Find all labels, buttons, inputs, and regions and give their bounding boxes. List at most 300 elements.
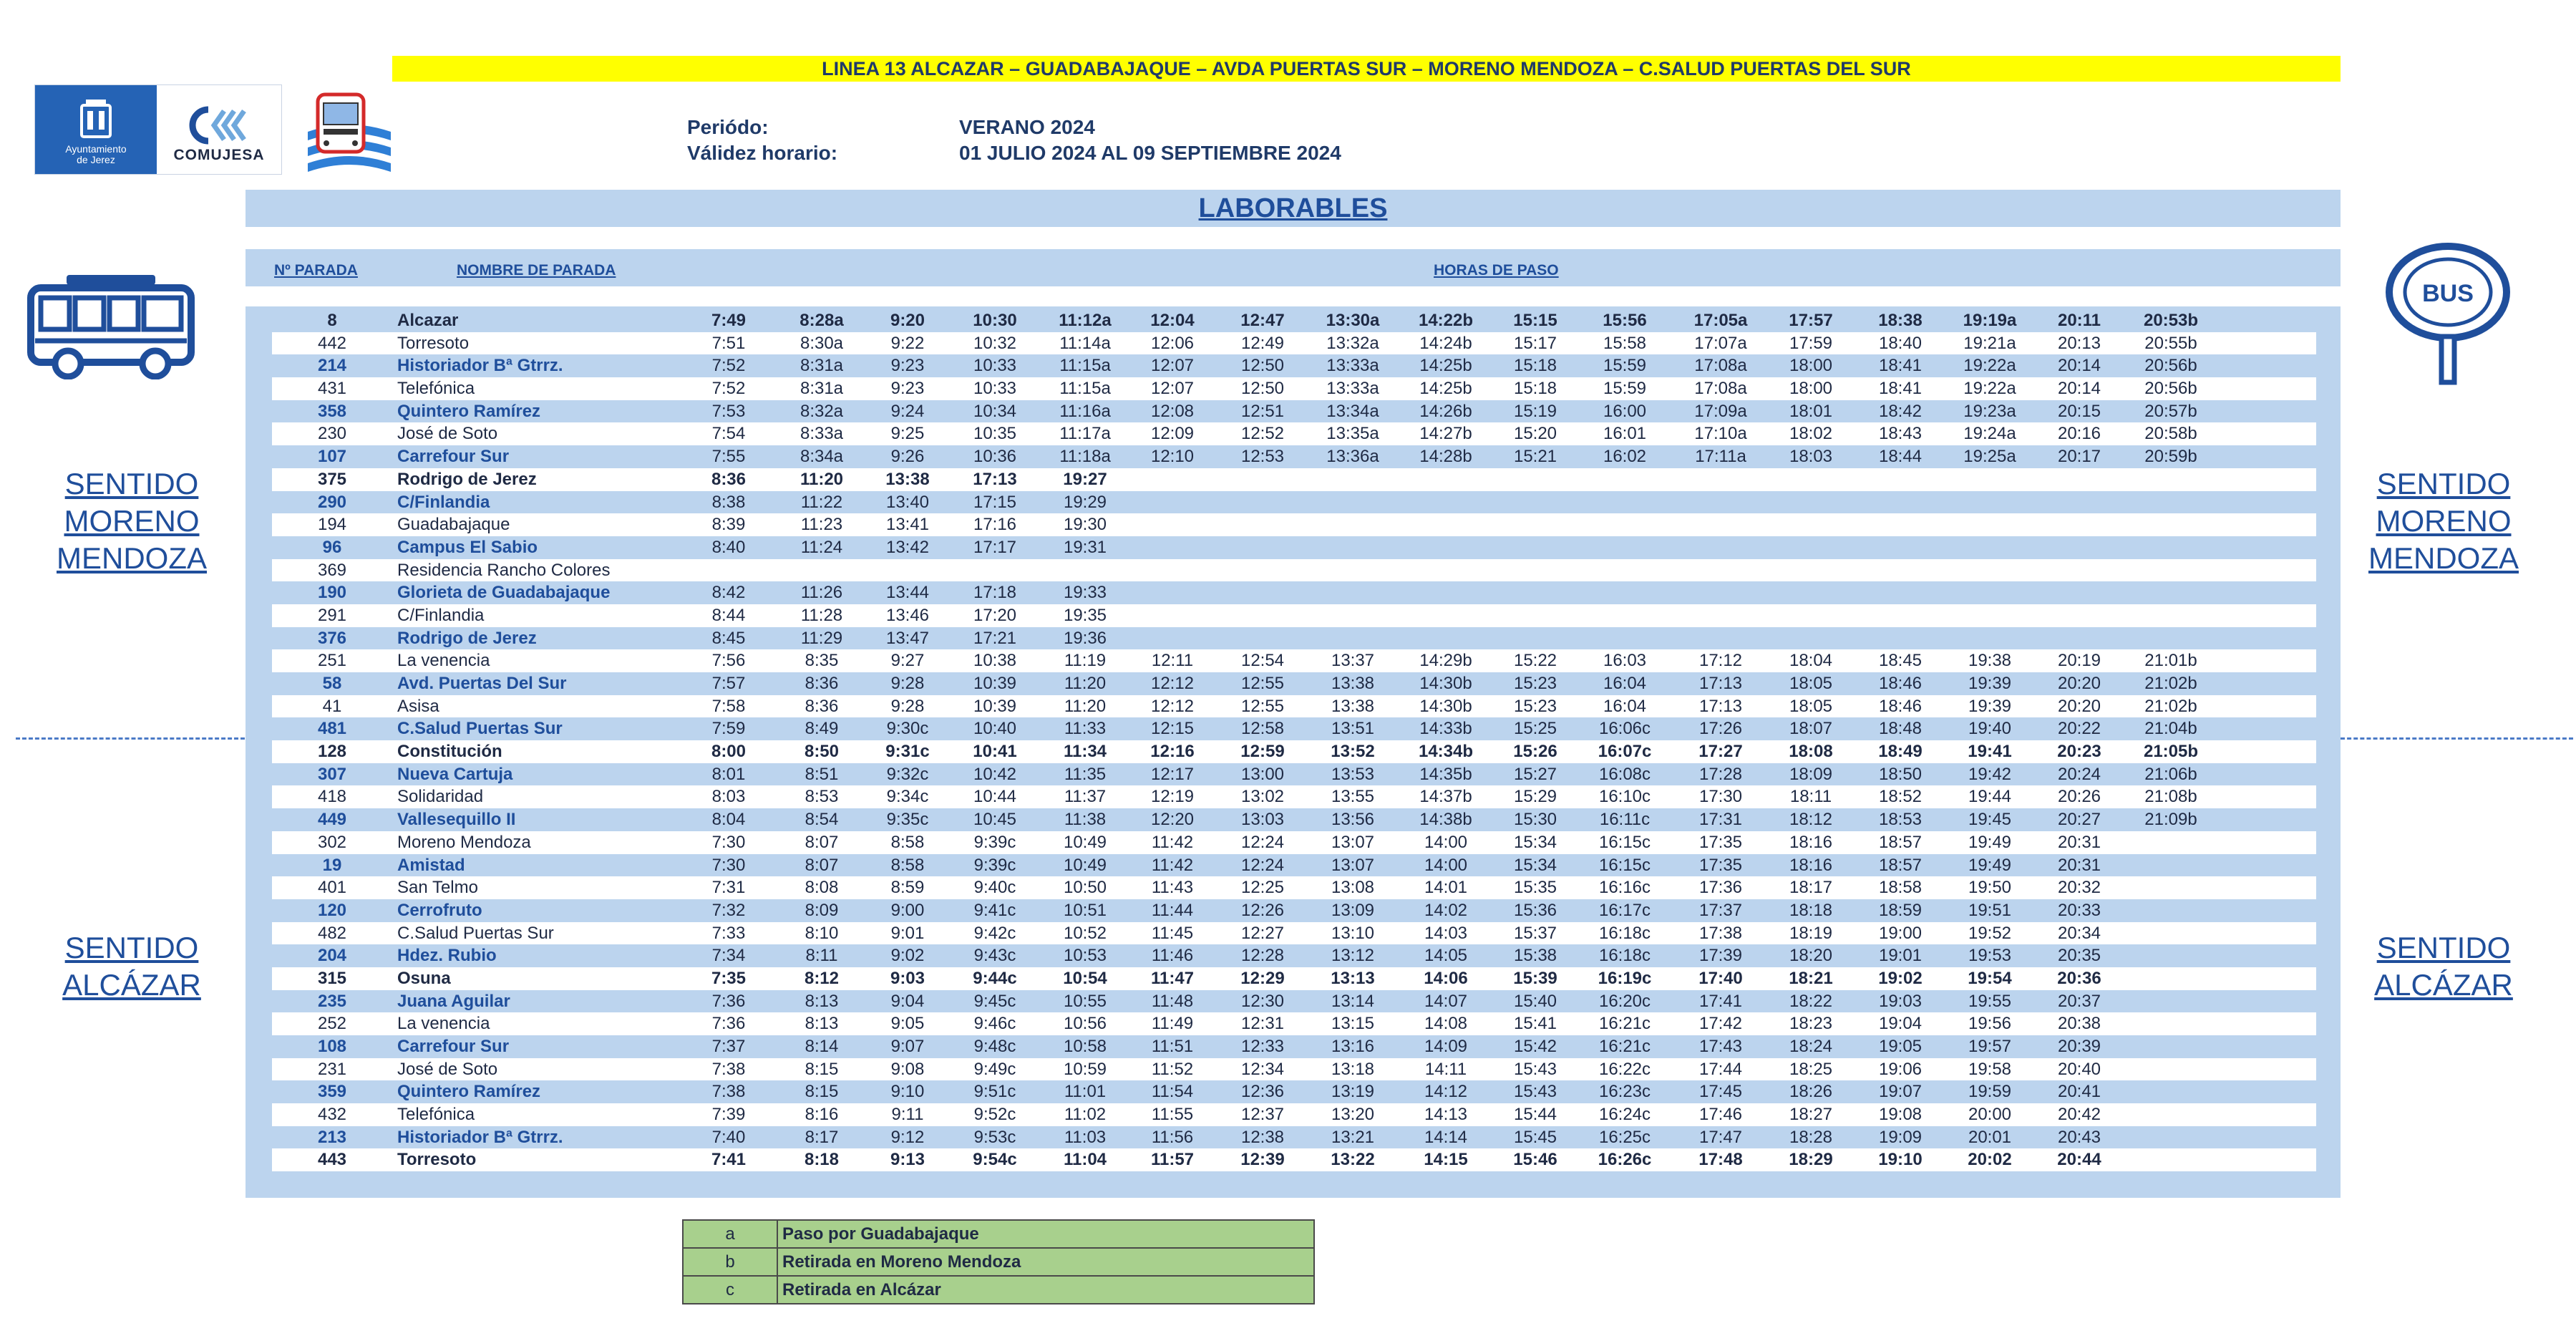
- table-row: [272, 990, 2316, 1013]
- departure-time: 9:01: [890, 923, 925, 943]
- departure-time: 8:51: [805, 764, 839, 784]
- departure-time: 15:21: [1513, 447, 1557, 467]
- departure-time: 17:26: [1698, 719, 1743, 739]
- departure-time: 20:17: [2057, 447, 2101, 467]
- departure-time: 16:15c: [1598, 855, 1651, 875]
- departure-time: 11:45: [1151, 923, 1194, 943]
- departure-time: 14:12: [1424, 1082, 1468, 1102]
- departure-time: 19:00: [1878, 923, 1923, 943]
- departure-time: 18:52: [1878, 787, 1923, 807]
- departure-time: 8:13: [805, 1014, 839, 1034]
- departure-time: 15:35: [1513, 878, 1557, 898]
- departure-time: 18:17: [1789, 878, 1833, 898]
- departure-time: 11:03: [1064, 1127, 1107, 1147]
- table-row: [272, 854, 2316, 877]
- departure-time: 17:39: [1698, 946, 1743, 966]
- departure-time: 14:15: [1424, 1150, 1468, 1170]
- departure-time: 7:38: [711, 1059, 746, 1079]
- route-title-bar: [392, 56, 2341, 82]
- stop-number: 235: [317, 991, 347, 1011]
- departure-time: 21:08b: [2144, 787, 2197, 807]
- departure-time: 17:47: [1698, 1127, 1743, 1147]
- stop-number: 107: [317, 447, 347, 467]
- departure-time: 18:29: [1789, 1150, 1833, 1170]
- departure-time: 17:08a: [1694, 379, 1747, 399]
- departure-time: 8:15: [805, 1059, 839, 1079]
- departure-time: 18:01: [1789, 401, 1833, 421]
- departure-time: 13:19: [1331, 1082, 1375, 1102]
- departure-time: 8:08: [805, 878, 839, 898]
- table-row: [272, 740, 2316, 763]
- departure-time: 8:31a: [799, 356, 844, 376]
- departure-time: 11:01: [1064, 1082, 1107, 1102]
- departure-time: 16:18c: [1598, 946, 1651, 966]
- departure-time: 13:33a: [1326, 379, 1379, 399]
- departure-time: 17:16: [973, 515, 1017, 535]
- departure-time: 16:19c: [1598, 968, 1652, 988]
- departure-time: 10:49: [1063, 855, 1107, 875]
- departure-time: 15:23: [1513, 696, 1557, 716]
- legend-key: b: [684, 1249, 778, 1275]
- departure-time: 20:37: [2057, 991, 2101, 1011]
- departure-time: 19:51: [1968, 900, 2012, 920]
- departure-time: 13:00: [1240, 764, 1285, 784]
- table-row: [272, 581, 2316, 604]
- departure-time: 12:47: [1240, 311, 1285, 330]
- departure-time: 11:56: [1151, 1127, 1194, 1147]
- departure-time: 20:44: [2057, 1150, 2101, 1170]
- departure-time: 19:38: [1968, 651, 2012, 671]
- departure-time: 11:34: [1063, 742, 1107, 762]
- departure-time: 20:14: [2057, 356, 2101, 376]
- table-row: [272, 377, 2316, 400]
- departure-time: 12:59: [1240, 742, 1285, 762]
- departure-time: 10:41: [973, 742, 1017, 762]
- departure-time: 9:51c: [973, 1082, 1016, 1102]
- departure-time: 8:10: [805, 923, 839, 943]
- departure-time: 14:22b: [1418, 311, 1474, 330]
- departure-time: 17:21: [973, 628, 1017, 648]
- departure-time: 18:07: [1789, 719, 1833, 739]
- stop-name: Residencia Rancho Colores: [397, 560, 611, 580]
- departure-time: 8:35: [805, 651, 839, 671]
- departure-time: 7:41: [711, 1150, 747, 1170]
- departure-time: 10:51: [1063, 900, 1107, 920]
- departure-time: 18:11: [1789, 787, 1832, 807]
- departure-time: 20:16: [2057, 424, 2101, 444]
- departure-time: 14:06: [1424, 968, 1468, 988]
- route-title: LINEA 13 ALCAZAR – GUADABAJAQUE – AVDA PUERTAS SUR – MORENO MENDOZA – C.SALUD PUERTAS DEL SUR: [822, 57, 1911, 79]
- departure-time: 12:12: [1150, 696, 1195, 716]
- departure-time: 13:55: [1331, 787, 1375, 807]
- departure-time: 20:23: [2057, 742, 2101, 762]
- departure-time: 18:20: [1789, 946, 1833, 966]
- departure-time: 20:00: [1968, 1105, 2012, 1125]
- departure-time: 9:46c: [973, 1014, 1016, 1034]
- legend-text: Retirada en Alcázar: [782, 1280, 941, 1299]
- stop-name: Vallesequillo II: [397, 810, 516, 830]
- stop-name: C.Salud Puertas Sur: [397, 923, 554, 943]
- departure-time: 17:20: [973, 605, 1017, 625]
- departure-time: 18:53: [1878, 810, 1923, 830]
- departure-time: 13:51: [1331, 719, 1375, 739]
- departure-time: 19:45: [1968, 810, 2012, 830]
- table-row: [272, 967, 2316, 990]
- table-row: [272, 899, 2316, 922]
- timetable-rows: [272, 309, 2316, 1171]
- departure-time: 18:28: [1789, 1127, 1833, 1147]
- departure-time: 13:14: [1331, 991, 1375, 1011]
- table-row: [272, 536, 2316, 559]
- departure-time: 8:59: [890, 878, 925, 898]
- departure-time: 19:53: [1968, 946, 2012, 966]
- departure-time: 20:15: [2057, 401, 2101, 421]
- departure-time: 18:57: [1878, 832, 1923, 852]
- departure-time: 14:00: [1424, 832, 1468, 852]
- departure-time: 19:49: [1968, 832, 2012, 852]
- departure-time: 14:29b: [1419, 651, 1472, 671]
- legend-text: Retirada en Moreno Mendoza: [782, 1252, 1021, 1272]
- departure-time: 10:33: [973, 356, 1017, 376]
- departure-time: 8:16: [805, 1105, 839, 1125]
- departure-time: 19:01: [1878, 946, 1923, 966]
- departure-time: 20:36: [2057, 968, 2101, 988]
- departure-time: 19:35: [1063, 605, 1107, 625]
- departure-time: 10:40: [973, 719, 1017, 739]
- departure-time: 11:57: [1150, 1150, 1195, 1170]
- departure-time: 12:19: [1150, 787, 1195, 807]
- departure-time: 19:08: [1878, 1105, 1923, 1125]
- stop-number: 375: [317, 469, 347, 489]
- departure-time: 9:31c: [885, 742, 930, 762]
- departure-time: 17:41: [1698, 991, 1743, 1011]
- comujesa-mark-icon: [187, 104, 251, 147]
- departure-time: 10:44: [973, 787, 1017, 807]
- departure-time: 12:12: [1150, 674, 1195, 693]
- departure-time: 18:46: [1878, 696, 1923, 716]
- departure-time: 12:29: [1240, 968, 1285, 988]
- departure-time: 12:25: [1240, 878, 1285, 898]
- table-row: [272, 400, 2316, 423]
- departure-time: 8:42: [711, 583, 746, 603]
- departure-time: 15:44: [1513, 1105, 1557, 1125]
- departure-time: 19:27: [1063, 469, 1107, 489]
- departure-time: 18:59: [1878, 900, 1923, 920]
- departure-time: 11:35: [1064, 764, 1107, 784]
- departure-time: 15:34: [1513, 855, 1557, 875]
- legend-row: [682, 1219, 1315, 1249]
- departure-time: 11:37: [1064, 787, 1107, 807]
- departure-time: 19:59: [1968, 1082, 2012, 1102]
- departure-time: 13:10: [1331, 923, 1375, 943]
- departure-time: 13:42: [885, 537, 930, 557]
- departure-time: 14:38b: [1419, 810, 1472, 830]
- departure-time: 20:01: [1968, 1127, 2012, 1147]
- stop-number: 376: [317, 628, 347, 648]
- departure-time: 7:38: [711, 1082, 746, 1102]
- departure-time: 18:21: [1789, 968, 1833, 988]
- departure-time: 20:22: [2057, 719, 2101, 739]
- departure-time: 19:42: [1968, 764, 2012, 784]
- departure-time: 15:19: [1513, 401, 1557, 421]
- departure-time: 12:52: [1240, 424, 1285, 444]
- departure-time: 7:49: [711, 311, 747, 330]
- departure-time: 10:34: [973, 401, 1017, 421]
- departure-time: 11:28: [800, 605, 843, 625]
- stop-number: 251: [317, 651, 347, 671]
- table-row: [272, 604, 2316, 627]
- departure-time: 12:37: [1240, 1105, 1285, 1125]
- departure-time: 13:52: [1331, 742, 1375, 762]
- departure-time: 19:33: [1063, 583, 1107, 603]
- departure-time: 8:00: [711, 742, 747, 762]
- departure-time: 15:43: [1513, 1059, 1557, 1079]
- stop-name: Juana Aguilar: [397, 991, 510, 1011]
- stop-name: C.Salud Puertas Sur: [397, 719, 563, 739]
- departure-time: 12:38: [1240, 1127, 1285, 1147]
- departure-time: 11:42: [1151, 855, 1194, 875]
- table-row: [272, 695, 2316, 718]
- departure-time: 9:25: [890, 424, 925, 444]
- departure-time: 9:10: [890, 1082, 925, 1102]
- departure-time: 7:30: [711, 832, 746, 852]
- stop-name: Asisa: [397, 696, 439, 716]
- direction-label-moreno-right: SENTIDO MORENO MENDOZA: [2368, 467, 2519, 575]
- departure-time: 20:59b: [2144, 447, 2197, 467]
- departure-time: 18:25: [1789, 1059, 1833, 1079]
- departure-time: 11:55: [1151, 1105, 1194, 1125]
- departure-time: 12:39: [1240, 1150, 1285, 1170]
- departure-time: 20:31: [2057, 832, 2101, 852]
- departure-time: 11:23: [800, 515, 843, 535]
- departure-time: 12:20: [1150, 810, 1195, 830]
- departure-time: 14:37b: [1419, 787, 1472, 807]
- stop-number: 369: [317, 560, 347, 580]
- departure-time: 12:06: [1150, 333, 1195, 353]
- departure-time: 10:33: [973, 379, 1017, 399]
- departure-time: 9:44c: [973, 968, 1017, 988]
- departure-time: 13:07: [1331, 832, 1375, 852]
- departure-time: 11:12a: [1059, 311, 1112, 330]
- departure-time: 17:10a: [1694, 424, 1747, 444]
- stop-number: 482: [317, 923, 347, 943]
- departure-time: 19:52: [1968, 923, 2012, 943]
- departure-time: 8:13: [805, 991, 839, 1011]
- departure-time: 10:53: [1063, 946, 1107, 966]
- stop-name: Osuna: [397, 968, 451, 988]
- direction-divider-left: [16, 737, 245, 740]
- bus-stop-sign-icon: [2380, 241, 2523, 398]
- departure-time: 10:54: [1063, 968, 1107, 988]
- departure-time: 11:20: [799, 469, 844, 489]
- departure-time: 8:17: [805, 1127, 839, 1147]
- departure-time: 16:01: [1603, 424, 1647, 444]
- stop-number: 190: [317, 583, 347, 603]
- departure-time: 14:14: [1424, 1127, 1468, 1147]
- departure-time: 18:03: [1789, 447, 1833, 467]
- stop-number: 19: [322, 855, 342, 875]
- stop-number: 194: [317, 515, 347, 535]
- stop-name: Alcazar: [397, 311, 459, 330]
- table-row: [272, 831, 2316, 854]
- departure-time: 16:22c: [1598, 1059, 1651, 1079]
- jerez-crest-icon: [76, 98, 116, 144]
- departure-time: 11:15a: [1059, 356, 1111, 376]
- departure-time: 20:58b: [2144, 424, 2197, 444]
- stop-number: 358: [317, 401, 347, 421]
- stop-number: 481: [317, 719, 347, 739]
- departure-time: 20:34: [2057, 923, 2101, 943]
- departure-time: 12:31: [1240, 1014, 1285, 1034]
- departure-time: 20:24: [2057, 764, 2101, 784]
- departure-time: 18:00: [1789, 356, 1833, 376]
- departure-time: 8:04: [711, 810, 746, 830]
- departure-time: 19:55: [1968, 991, 2012, 1011]
- departure-time: 11:42: [1151, 832, 1194, 852]
- departure-time: 15:22: [1513, 651, 1557, 671]
- departure-time: 18:18: [1789, 900, 1833, 920]
- departure-time: 20:19: [2057, 651, 2101, 671]
- validity-label: Válidez horario:: [687, 142, 838, 164]
- departure-time: 18:09: [1789, 764, 1833, 784]
- day-type-bar: [246, 190, 2341, 227]
- stop-number: 108: [317, 1037, 347, 1056]
- departure-time: 8:12: [804, 968, 840, 988]
- departure-time: 20:33: [2057, 900, 2101, 920]
- departure-time: 13:02: [1240, 787, 1285, 807]
- departure-time: 9:27: [890, 651, 925, 671]
- departure-time: 18:16: [1789, 832, 1833, 852]
- departure-time: 19:06: [1878, 1059, 1923, 1079]
- departure-time: 13:33a: [1326, 356, 1379, 376]
- departure-time: 13:38: [885, 469, 930, 489]
- departure-time: 7:37: [711, 1037, 746, 1056]
- departure-time: 15:18: [1513, 379, 1557, 399]
- departure-time: 18:24: [1789, 1037, 1833, 1056]
- departure-time: 16:20c: [1598, 991, 1651, 1011]
- departure-time: 9:05: [890, 1014, 925, 1034]
- departure-time: 21:02b: [2144, 696, 2197, 716]
- stop-name: Torresoto: [397, 1150, 477, 1170]
- departure-time: 13:13: [1331, 968, 1375, 988]
- departure-time: 19:30: [1063, 515, 1107, 535]
- departure-time: 10:50: [1063, 878, 1107, 898]
- departure-time: 18:58: [1878, 878, 1923, 898]
- departure-time: 12:16: [1150, 742, 1195, 762]
- departure-time: 18:16: [1789, 855, 1833, 875]
- departure-time: 17:08a: [1694, 356, 1747, 376]
- departure-time: 19:22a: [1963, 379, 2016, 399]
- departure-time: 11:46: [1151, 946, 1194, 966]
- period-label: Periódo:: [687, 116, 769, 138]
- stop-name: Moreno Mendoza: [397, 832, 531, 852]
- departure-time: 8:36: [711, 469, 747, 489]
- table-row: [272, 1126, 2316, 1149]
- stop-number: 359: [317, 1082, 347, 1102]
- departure-time: 12:27: [1240, 923, 1285, 943]
- departure-time: 18:45: [1878, 651, 1923, 671]
- departure-time: 9:34c: [886, 787, 929, 807]
- departure-time: 14:07: [1424, 991, 1468, 1011]
- departure-time: 18:22: [1789, 991, 1833, 1011]
- departure-time: 13:35a: [1326, 424, 1379, 444]
- departure-time: 20:27: [2057, 810, 2101, 830]
- departure-time: 19:56: [1968, 1014, 2012, 1034]
- departure-time: 14:09: [1424, 1037, 1468, 1056]
- departure-time: 14:24b: [1419, 333, 1472, 353]
- departure-time: 9:40c: [973, 878, 1016, 898]
- stop-name: Guadabajaque: [397, 515, 510, 535]
- departure-time: 17:38: [1698, 923, 1743, 943]
- departure-time: 17:28: [1698, 764, 1743, 784]
- departure-time: 20:56b: [2144, 379, 2197, 399]
- departure-time: 12:24: [1240, 855, 1285, 875]
- bus-icon: [25, 272, 197, 379]
- departure-time: 11:02: [1064, 1105, 1107, 1125]
- departure-time: 18:05: [1789, 696, 1833, 716]
- departure-time: 15:27: [1513, 764, 1557, 784]
- departure-time: 8:34a: [799, 447, 844, 467]
- departure-time: 7:30: [711, 855, 746, 875]
- departure-time: 9:23: [890, 356, 925, 376]
- departure-time: 19:04: [1878, 1014, 1923, 1034]
- period-value: VERANO 2024: [959, 116, 1095, 138]
- departure-time: 11:29: [800, 628, 843, 648]
- departure-time: 11:22: [800, 492, 843, 512]
- stop-number: 302: [317, 832, 347, 852]
- departure-time: 12:04: [1150, 311, 1195, 330]
- departure-time: 12:33: [1240, 1037, 1285, 1056]
- departure-time: 7:53: [711, 401, 746, 421]
- departure-time: 16:25c: [1598, 1127, 1651, 1147]
- departure-time: 9:13: [890, 1150, 925, 1170]
- departure-time: 15:46: [1513, 1150, 1557, 1170]
- stop-name: Historiador Bª Gtrrz.: [397, 356, 563, 376]
- departure-time: 20:13: [2057, 333, 2101, 353]
- departure-time: 9:45c: [973, 991, 1016, 1011]
- departure-time: 11:04: [1063, 1150, 1107, 1170]
- departure-time: 18:19: [1789, 923, 1833, 943]
- departure-time: 19:50: [1968, 878, 2012, 898]
- stop-name: Nueva Cartuja: [397, 764, 513, 784]
- header-times: HORAS DE PASO: [1434, 262, 1559, 279]
- departure-time: 18:48: [1878, 719, 1923, 739]
- departure-time: 14:25b: [1419, 356, 1472, 376]
- departure-time: 8:36: [805, 696, 839, 716]
- stop-name: Quintero Ramírez: [397, 1082, 541, 1102]
- stop-name: Telefónica: [397, 1105, 475, 1125]
- departure-time: 20:42: [2057, 1105, 2101, 1125]
- departure-time: 11:16a: [1059, 401, 1111, 421]
- departure-time: 9:28: [890, 674, 925, 693]
- departure-time: 18:04: [1789, 651, 1833, 671]
- departure-time: 15:39: [1513, 968, 1557, 988]
- departure-time: 9:26: [890, 447, 925, 467]
- departure-time: 11:38: [1064, 810, 1107, 830]
- departure-time: 16:02: [1603, 447, 1647, 467]
- departure-time: 17:36: [1698, 878, 1743, 898]
- stop-name: José de Soto: [397, 1059, 498, 1079]
- departure-time: 20:32: [2057, 878, 2101, 898]
- departure-time: 10:56: [1063, 1014, 1107, 1034]
- departure-time: 18:44: [1878, 447, 1923, 467]
- stop-number: 204: [317, 946, 347, 966]
- departure-time: 11:20: [1064, 674, 1107, 693]
- table-row: [272, 1058, 2316, 1081]
- departure-time: 19:36: [1063, 628, 1107, 648]
- stop-name: Solidaridad: [397, 787, 484, 807]
- departure-time: 8:33a: [799, 424, 844, 444]
